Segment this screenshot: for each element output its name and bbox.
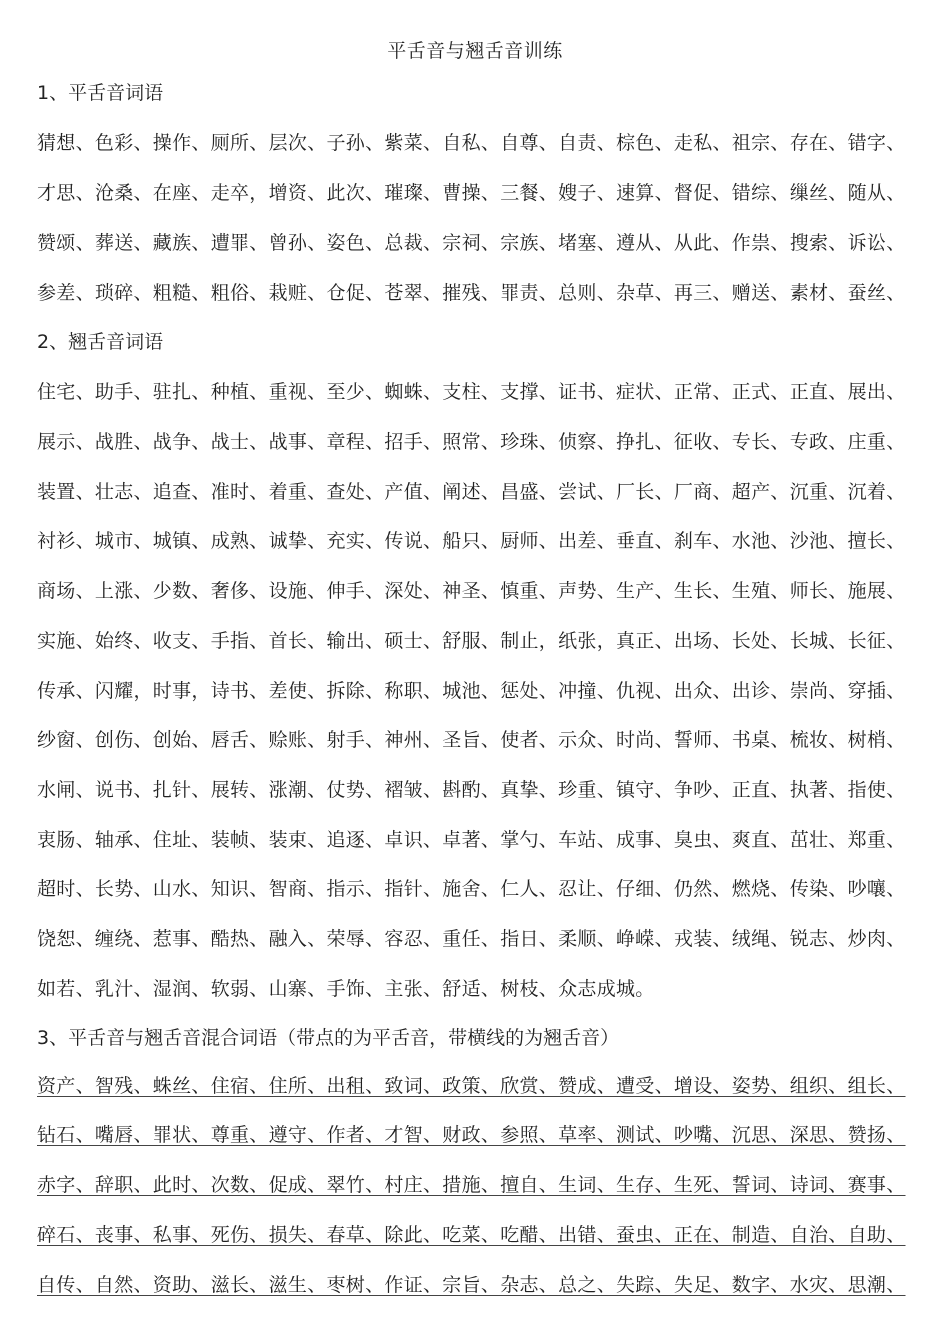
section-2-row: 如若、乳汁、湿润、软弱、山寨、手饰、主张、舒适、树枝、众志成城。 <box>37 978 655 1000</box>
section-2-row: 传承、闪耀，时事，诗书、差使、拆除、称职、城池、惩处、冲撞、仇视、出众、出诊、崇尚、穿插、 <box>37 680 906 702</box>
section-2-row: 超时、长势、山水、知识、智商、指示、指针、施舍、仁人、忍让、仔细、仍然、燃烧、传染、吵嚷、 <box>37 878 906 900</box>
section-1-row: 猜想、色彩、操作、厕所、层次、子孙、紫菜、自私、自尊、自责、棕色、走私、祖宗、存在、错字、 <box>37 132 906 154</box>
section-1-row: 赞颂、葬送、藏族、遭罪、曾孙、姿色、总裁、宗祠、宗族、堵塞、遵从、从此、作祟、搜索、诉讼、 <box>37 232 906 254</box>
section-2-row: 饶恕、缠绕、惹事、酷热、融入、荣辱、容忍、重任、指日、柔顺、峥嵘、戎装、绒绳、锐志、炒肉、 <box>37 928 906 950</box>
section-2-row: 住宅、助手、驻扎、种植、重视、至少、蜘蛛、支柱、支撑、证书、症状、正常、正式、正直、展出、 <box>37 381 906 403</box>
section-3-row: 碎石、丧事、私事、死伤、损失、春草、除此、吃菜、吃醋、出错、蚕虫、正在、制造、自治、自助、 <box>37 1224 906 1246</box>
section-1-row: 才思、沧桑、在座、走卒，增资、此次、璀璨、曹操、三餐、嫂子、速算、督促、错综、缫丝、随从、 <box>37 182 906 204</box>
section-2-row: 衷肠、轴承、住址、装帧、装束、追逐、卓识、卓著、掌勺、车站、成事、臭虫、爽直、茁壮、郑重、 <box>37 829 906 851</box>
section-2-row: 水闸、说书、扎针、展转、涨潮、仗势、褶皱、斟酌、真挚、珍重、镇守、争吵、正直、执著、指使、 <box>37 779 906 801</box>
section-2-heading: 2、翘舌音词语 <box>37 331 164 353</box>
section-3-row: 赤字、辞职、此时、次数、促成、翠竹、村庄、措施、擅自、生词、生存、生死、誓词、诗词、赛事、 <box>37 1174 906 1196</box>
section-2-row: 实施、始终、收支、手指、首长、输出、硕士、舒服、制止，纸张，真正、出场、长处、长城、长征、 <box>37 630 906 652</box>
section-2-row: 商场、上涨、少数、奢侈、设施、伸手、深处、神圣、慎重、声势、生产、生长、生殖、师长、施展、 <box>37 580 906 602</box>
section-2-row: 展示、战胜、战争、战士、战事、章程、招手、照常、珍珠、侦察、挣扎、征收、专长、专政、庄重、 <box>37 431 906 453</box>
section-3-row: 钻石、嘴唇、罪状、尊重、遵守、作者、才智、财政、参照、草率、测试、吵嘴、沉思、深思、赞扬、 <box>37 1124 906 1146</box>
document-title: 平舌音与翘舌音训练 <box>387 40 563 62</box>
section-2-row: 纱窗、创伤、创始、唇舌、赊账、射手、神州、圣旨、使者、示众、时尚、誓师、书桌、梳妆、树梢、 <box>37 729 906 751</box>
section-2-row: 衬衫、城市、城镇、成熟、诚挚、充实、传说、船只、厨师、出差、垂直、刹车、水池、沙池、擅长、 <box>37 530 906 552</box>
section-2-row: 装置、壮志、追查、准时、着重、查处、产值、阐述、昌盛、尝试、厂长、厂商、超产、沉重、沉着、 <box>37 481 906 503</box>
section-1-row: 参差、琐碎、粗糙、粗俗、栽赃、仓促、苍翠、摧残、罪责、总则、杂草、再三、赠送、素材、蚕丝、 <box>37 282 906 304</box>
section-3-row: 自传、自然、资助、滋长、滋生、枣树、作证、宗旨、杂志、总之、失踪、失足、数字、水灾、思潮、 <box>37 1274 906 1296</box>
section-3-heading: 3、平舌音与翘舌音混合词语（带点的为平舌音，带横线的为翘舌音） <box>37 1027 620 1049</box>
section-1-heading: 1、平舌音词语 <box>37 82 164 104</box>
section-3-row: 资产、智残、蛛丝、住宿、住所、出租、致词、政策、欣赏、赞成、遭受、增设、姿势、组织、组长、 <box>37 1075 906 1097</box>
